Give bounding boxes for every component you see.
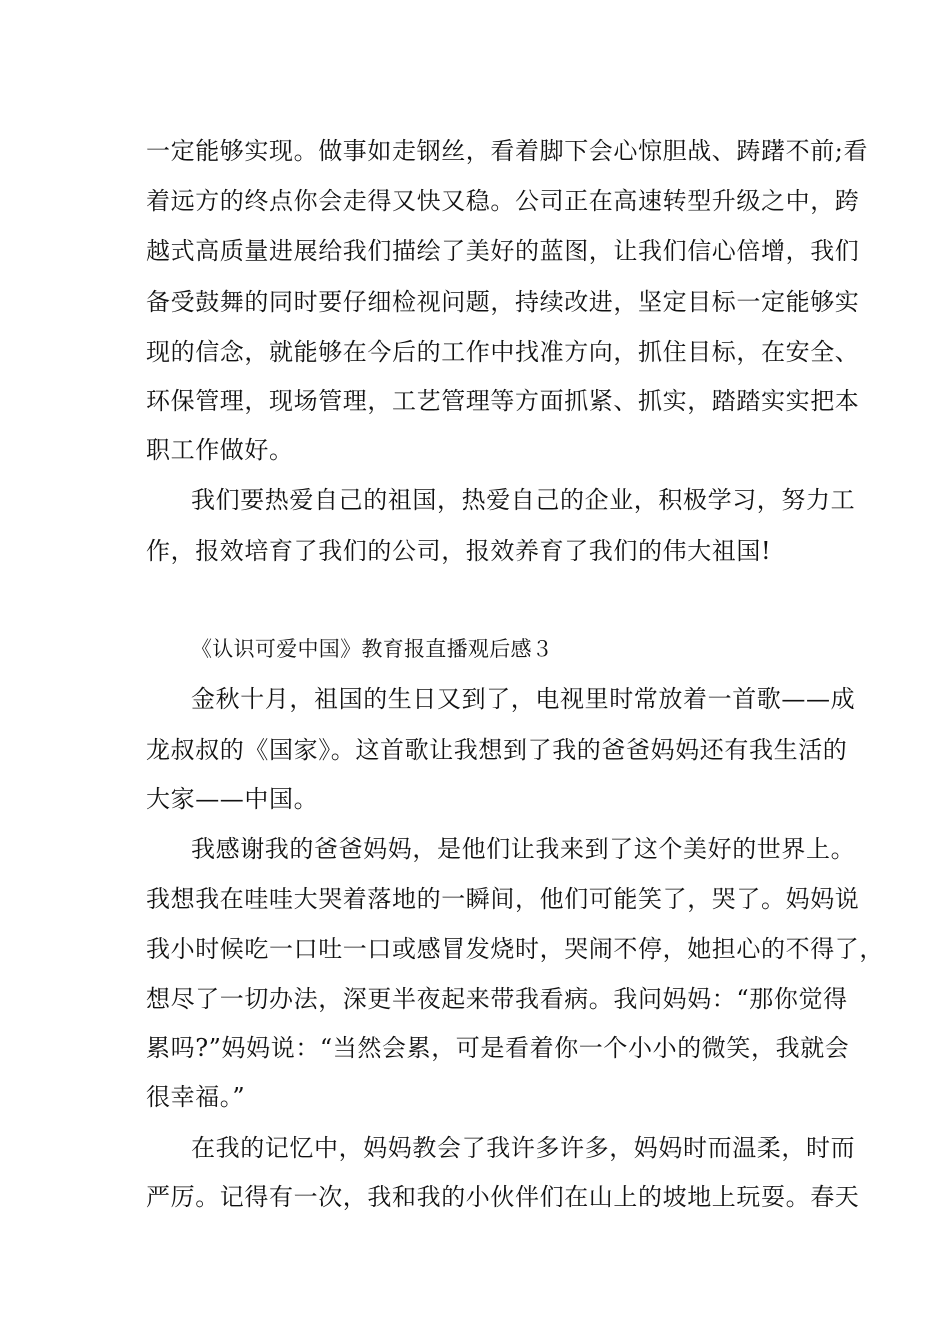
- text-line: 我感谢我的爸爸妈妈，是他们让我来到了这个美好的世界上。: [191, 835, 856, 863]
- text-line: 职工作做好。: [146, 436, 294, 464]
- text-line: 严厉。记得有一次，我和我的小伙伴们在山上的坡地上玩耍。春天: [146, 1183, 860, 1211]
- text-line: 在我的记忆中，妈妈教会了我许多许多，妈妈时而温柔，时而: [191, 1134, 856, 1162]
- text-line: 环保管理，现场管理，工艺管理等方面抓紧、抓实，踏踏实实把本: [146, 387, 860, 415]
- text-line: 备受鼓舞的同时要仔细检视问题，持续改进，坚定目标一定能够实: [146, 288, 860, 316]
- text-line: 想尽了一切办法，深更半夜起来带我看病。我问妈妈：“那你觉得: [146, 985, 848, 1013]
- section-title: 《认识可爱中国》教育报直播观后感３: [191, 637, 554, 661]
- text-line: 一定能够实现。做事如走钢丝，看着脚下会心惊胆战、踌躇不前;看: [146, 137, 869, 165]
- text-line: 作，报效培育了我们的公司，报效养育了我们的伟大祖国!: [146, 537, 772, 565]
- text-line: 我想我在哇哇大哭着落地的一瞬间，他们可能笑了，哭了。妈妈说: [146, 885, 860, 913]
- text-line: 现的信念，就能够在今后的工作中找准方向，抓住目标，在安全、: [146, 338, 860, 366]
- text-line: 金秋十月，祖国的生日又到了，电视里时常放着一首歌——成: [191, 685, 856, 713]
- text-line: 龙叔叔的《国家》。这首歌让我想到了我的爸爸妈妈还有我生活的: [146, 736, 848, 764]
- text-line: 越式高质量进展给我们描绘了美好的蓝图，让我们信心倍增，我们: [146, 237, 860, 265]
- text-line: 很幸福。”: [146, 1083, 246, 1111]
- text-line: 我小时候吃一口吐一口或感冒发烧时，哭闹不停，她担心的不得了，: [146, 935, 884, 963]
- text-line: 累吗?”妈妈说：“当然会累，可是看着你一个小小的微笑，我就会: [146, 1034, 850, 1062]
- text-line: 着远方的终点你会走得又快又稳。公司正在高速转型升级之中，跨: [146, 187, 860, 215]
- text-line: 我们要热爱自己的祖国，热爱自己的企业，积极学习，努力工: [191, 486, 856, 514]
- text-line: 大家——中国。: [146, 785, 319, 813]
